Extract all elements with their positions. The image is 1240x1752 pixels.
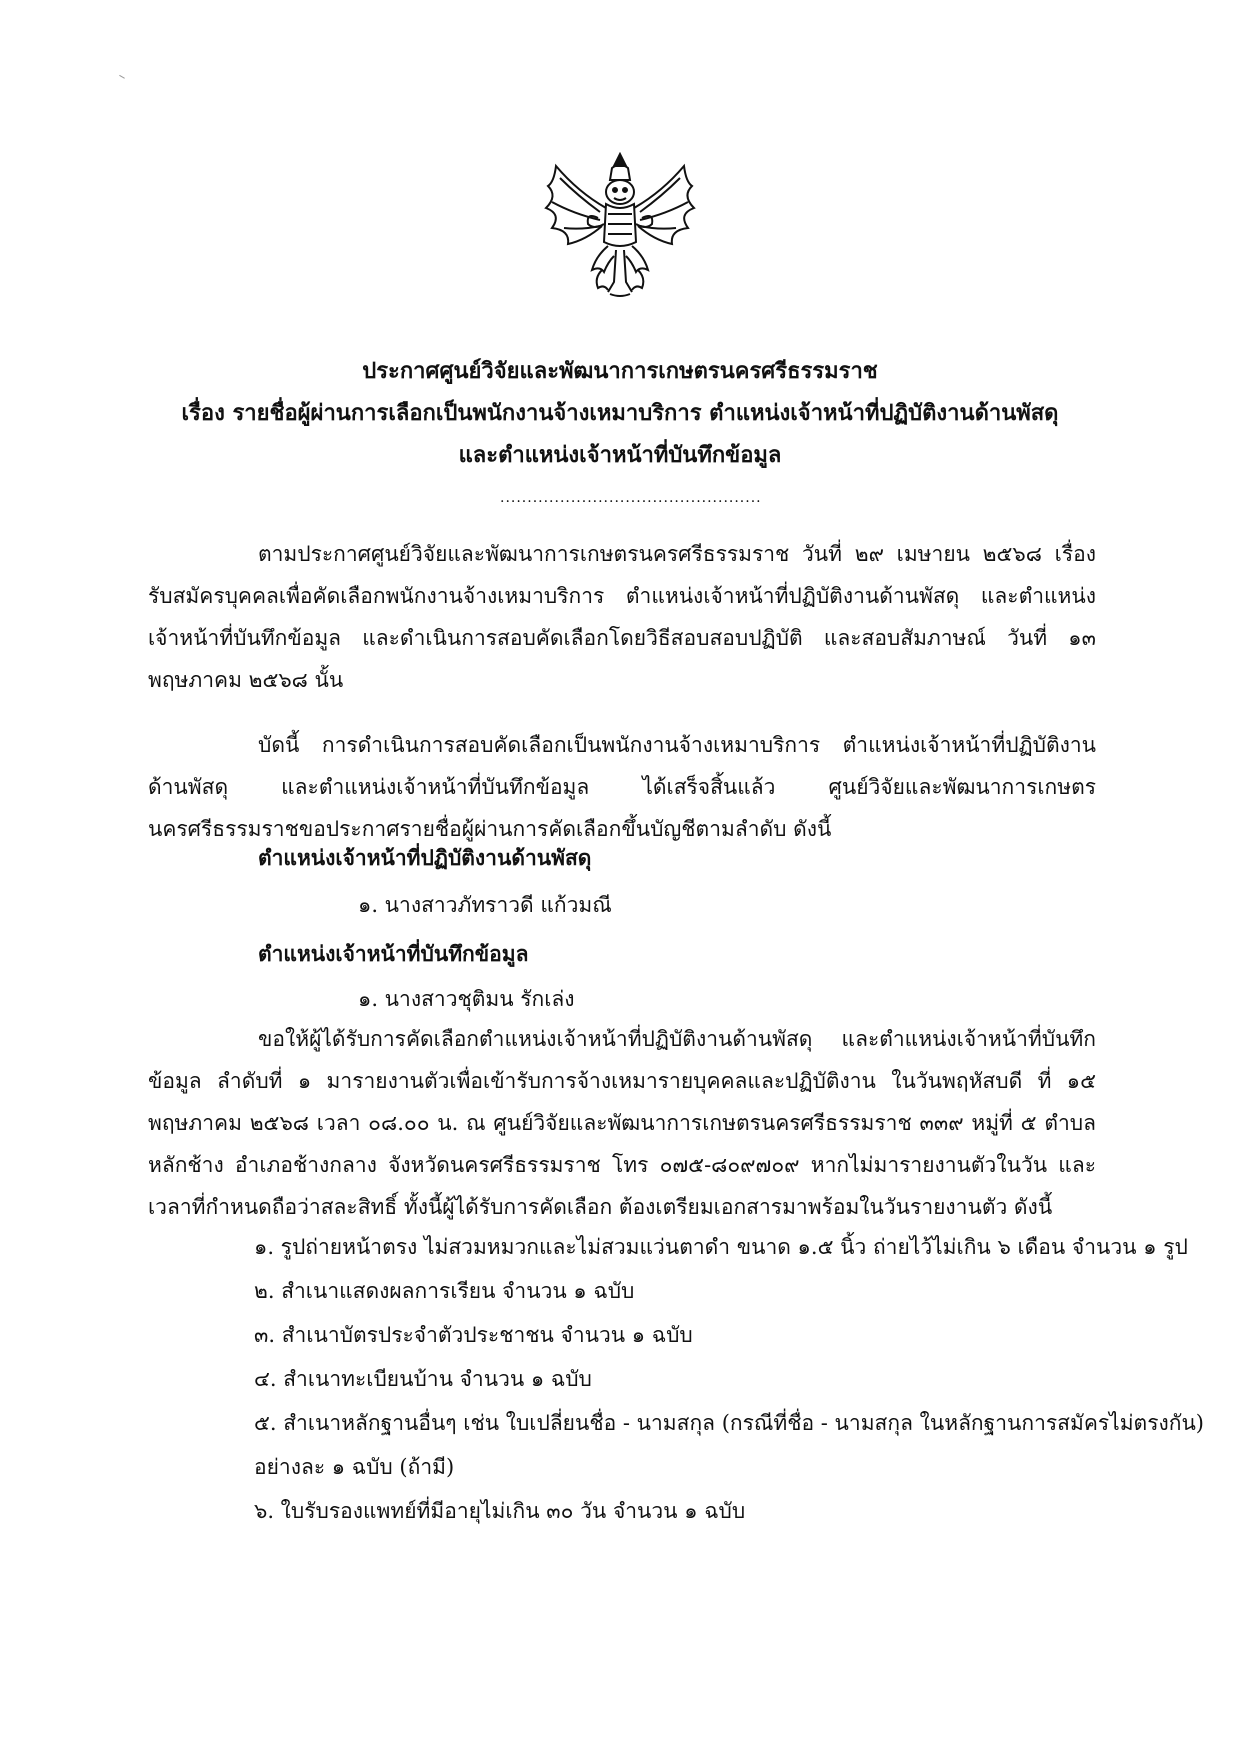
paragraph-result-text: บัดนี้ การดำเนินการสอบคัดเลือกเป็นพนักงานจ้างเหมาบริการ ตำแหน่งเจ้าหน้าที่ปฏิบัติงานด้านพัสดุ และตำแหน่งเจ้าหน้าที่บันทึกข้อมูล ได้เสร็จสิ้นแล้ว ศูนย์วิจัยและพัฒนาการเกษตรนครศรีธรรมราชขอประกาศรายชื่อผู้ผ่านการคัดเลือกขึ้นบัญชีตามลำดับ ดังนี้: [148, 733, 1096, 841]
position-heading-supply: ตำแหน่งเจ้าหน้าที่ปฏิบัติงานด้านพัสดุ: [258, 845, 592, 870]
document-item-medical-certificate: ๖. ใบรับรองแพทย์ที่มีอายุไม่เกิน ๓๐ วัน จำนวน ๑ ฉบับ: [254, 1499, 746, 1523]
scan-mark: [117, 75, 125, 82]
paragraph-reference: [148, 533, 1096, 701]
title-separator: ................................................: [500, 490, 762, 506]
document-item-id-card: ๓. สำเนาบัตรประจำตัวประชาชน จำนวน ๑ ฉบับ: [254, 1323, 693, 1347]
paragraph-result: [148, 724, 1096, 850]
garuda-emblem-icon: [538, 152, 702, 300]
document-item-other-evidence: ๕. สำเนาหลักฐานอื่นๆ เช่น ใบเปลี่ยนชื่อ - นามสกุล (กรณีที่ชื่อ - นามสกุล ในหลักฐานการสมัครไม่ตรงกัน): [254, 1411, 1204, 1435]
candidate-name-supply: ๑. นางสาวภัทราวดี แก้วมณี: [358, 893, 612, 917]
candidate-name-data-entry: ๑. นางสาวชุติมน รักเล่ง: [358, 987, 575, 1011]
paragraph-report-text: ขอให้ผู้ได้รับการคัดเลือกตำแหน่งเจ้าหน้าที่ปฏิบัติงานด้านพัสดุ และตำแหน่งเจ้าหน้าที่บันทึกข้อมูล ลำดับที่ ๑ มารายงานตัวเพื่อเข้ารับการจ้างเหมารายบุคคลและปฏิบัติงาน ในวันพฤหัสบดี ที่ ๑๕ พฤษภาคม ๒๕๖๘ เวลา ๐๘.๐๐ น. ณ ศูนย์วิจัยและพัฒนาการเกษตรนครศรีธรรมราช ๓๓๙ หมู่ที่ ๕ ตำบลหลักช้าง อำเภอช้างกลาง จังหวัดนครศรีธรรมราช โทร ๐๗๕-๘๐๙๗๐๙ หากไม่มารายงานตัวในวัน และเวลาที่กำหนดถือว่าสละสิทธิ์ ทั้งนี้ผู้ได้รับการคัดเลือก ต้องเตรียมเอกสารมาพร้อมในวันรายงานตัว ดังนี้: [148, 1027, 1096, 1219]
document-item-photo: ๑. รูปถ่ายหน้าตรง ไม่สวมหมวกและไม่สวมแว่นตาดำ ขนาด ๑.๕ นิ้ว ถ่ายไว้ไม่เกิน ๖ เดือน จำนวน ๑ รูป: [254, 1235, 1188, 1259]
document-item-house-registration: ๔. สำเนาทะเบียนบ้าน จำนวน ๑ ฉบับ: [254, 1367, 592, 1391]
position-heading-data-entry: ตำแหน่งเจ้าหน้าที่บันทึกข้อมูล: [258, 941, 529, 966]
document-item-other-evidence-cont: อย่างละ ๑ ฉบับ (ถ้ามี): [254, 1455, 455, 1479]
paragraph-report-instructions: [148, 1018, 1096, 1228]
document-item-transcript: ๒. สำเนาแสดงผลการเรียน จำนวน ๑ ฉบับ: [254, 1279, 635, 1303]
title-line-2: เรื่อง รายชื่อผู้ผ่านการเลือกเป็นพนักงานจ้างเหมาบริการ ตำแหน่งเจ้าหน้าที่ปฏิบัติงานด้านพัสดุ: [181, 400, 1059, 426]
title-line-1: ประกาศศูนย์วิจัยและพัฒนาการเกษตรนครศรีธรรมราช: [362, 358, 878, 384]
paragraph-reference-text: ตามประกาศศูนย์วิจัยและพัฒนาการเกษตรนครศรีธรรมราช วันที่ ๒๙ เมษายน ๒๕๖๘ เรื่อง รับสมัครบุคคลเพื่อคัดเลือกพนักงานจ้างเหมาบริการ ตำแหน่งเจ้าหน้าที่ปฏิบัติงานด้านพัสดุ และตำแหน่งเจ้าหน้าที่บันทึกข้อมูล และดำเนินการสอบคัดเลือกโดยวิธีสอบสอบปฏิบัติ และสอบสัมภาษณ์ วันที่ ๑๓ พฤษภาคม ๒๕๖๘ นั้น: [148, 542, 1096, 692]
title-line-3: และตำแหน่งเจ้าหน้าที่บันทึกข้อมูล: [458, 442, 782, 468]
announcement-title: [100, 350, 1140, 476]
